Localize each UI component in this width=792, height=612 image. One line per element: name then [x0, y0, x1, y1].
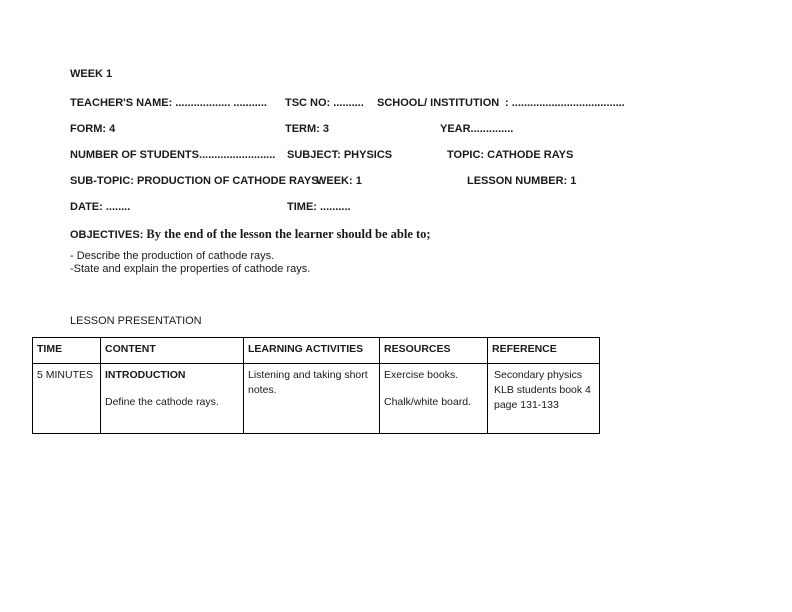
- school-institution-label: SCHOOL/ INSTITUTION: [377, 97, 500, 109]
- form-field: FORM: 4: [70, 123, 116, 135]
- table-header-row: [33, 338, 600, 364]
- lesson-presentation-heading: LESSON PRESENTATION: [70, 315, 202, 327]
- sub-topic-field: SUB-TOPIC: PRODUCTION OF CATHODE RAYS.: [70, 175, 322, 187]
- reference-text: Secondary physics KLB students book 4 page 131-133: [494, 369, 591, 411]
- lesson-number-field: LESSON NUMBER: 1: [467, 175, 577, 187]
- cell-resources: [380, 364, 488, 434]
- header-reference: REFERENCE: [488, 338, 600, 364]
- date-field: DATE: ........: [70, 201, 131, 213]
- content-title: INTRODUCTION: [105, 369, 186, 381]
- week-heading: WEEK 1: [70, 68, 113, 80]
- header-resources: RESOURCES: [380, 338, 488, 364]
- time-field: TIME: ..........: [287, 201, 351, 213]
- subject-field: SUBJECT: PHYSICS: [287, 149, 393, 161]
- cell-reference: [488, 364, 600, 434]
- header-learning-activities: LEARNING ACTIVITIES: [244, 338, 380, 364]
- topic-field: TOPIC: CATHODE RAYS: [447, 149, 574, 161]
- year-field: YEAR..............: [440, 123, 514, 135]
- lesson-presentation-table: [32, 337, 600, 434]
- resource-1: Exercise books.: [384, 369, 459, 381]
- tsc-no-field: TSC NO: ..........: [285, 97, 364, 109]
- cell-activities: [244, 364, 380, 434]
- content-body: Define the cathode rays.: [105, 396, 219, 408]
- number-of-students-field: NUMBER OF STUDENTS.........................: [70, 149, 276, 161]
- objectives-separator: :: [139, 229, 147, 241]
- cell-time: [33, 364, 101, 434]
- header-time: TIME: [33, 338, 101, 364]
- objective-item-1: - Describe the production of cathode rays.: [70, 250, 275, 262]
- objectives-intro: By the end of the lesson the learner should be able to;: [146, 227, 431, 241]
- week-number-field: WEEK: 1: [316, 175, 362, 187]
- cell-content: [101, 364, 244, 434]
- objectives-label: OBJECTIVES: [70, 229, 140, 241]
- activities-text: Listening and taking short notes.: [248, 369, 368, 396]
- objectives-line: [70, 225, 431, 243]
- objective-item-2: -State and explain the properties of cathode rays.: [70, 263, 311, 275]
- term-field: TERM: 3: [285, 123, 329, 135]
- time-value: 5 MINUTES: [37, 369, 94, 381]
- teacher-name-field: TEACHER'S NAME: .................. ...........: [70, 97, 267, 109]
- table-row: [33, 364, 600, 434]
- resource-2: Chalk/white board.: [384, 396, 471, 408]
- school-institution-dots: : .....................................: [505, 97, 625, 109]
- header-content: CONTENT: [101, 338, 244, 364]
